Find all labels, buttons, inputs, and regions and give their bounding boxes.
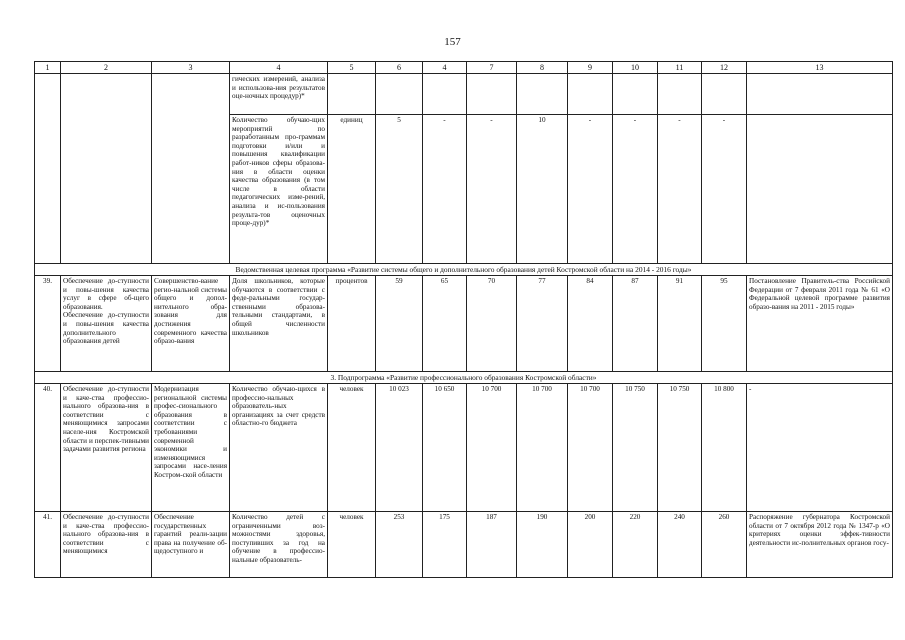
header-cell: 4	[230, 62, 328, 74]
header-cell: 13	[747, 62, 893, 74]
cell-value: 175	[423, 512, 467, 578]
header-cell: 8	[517, 62, 568, 74]
cell-value: -	[613, 115, 658, 264]
header-cell: 4	[423, 62, 467, 74]
cell-value: -	[702, 115, 747, 264]
indicators-table	[34, 61, 893, 578]
cell-value: -	[658, 115, 702, 264]
cell-value: 187	[467, 512, 517, 578]
page-number: 157	[444, 36, 461, 48]
section-heading-row	[35, 372, 893, 384]
cell-value: 10 750	[613, 384, 658, 512]
header-cell: 12	[702, 62, 747, 74]
cell-value: 190	[517, 512, 568, 578]
cell-unit: человек	[328, 384, 376, 512]
cell-indicator: Количество обучаю-щихся в профессио-нальных образователь-ных организациях за счет средств областно-го бюджета	[230, 384, 328, 512]
cell-basis	[747, 74, 893, 115]
cell-value: 70	[467, 276, 517, 372]
header-cell: 11	[658, 62, 702, 74]
cell-value: 10 700	[467, 384, 517, 512]
cell-value: 65	[423, 276, 467, 372]
cell-value: 10 023	[376, 384, 423, 512]
header-cell: 10	[613, 62, 658, 74]
cell-value: 253	[376, 512, 423, 578]
cell-indicator: гических измерений, анализа и использова-ния результатов оце-ночных процедур)*	[230, 74, 328, 115]
table-row	[35, 276, 893, 372]
header-cell: 9	[568, 62, 613, 74]
cell-basis: -	[747, 384, 893, 512]
cell-value: 59	[376, 276, 423, 372]
cell-indicator: Количество обучаю-щих мероприятий по разработанным про-граммам подготовки и/или и повышения квалификации работ-ников сферы образова-ния в области оценки качества образования (в том числе в области педагогических изме-рений, анализа и ис-пользования результа-тов оценочных проце-дур)*	[230, 115, 328, 264]
cell-value: 84	[568, 276, 613, 372]
header-cell: 5	[328, 62, 376, 74]
table-row	[35, 74, 893, 115]
header-cell: 6	[376, 62, 423, 74]
cell-value: 240	[658, 512, 702, 578]
cell-value: 77	[517, 276, 568, 372]
header-cell: 2	[61, 62, 152, 74]
cell-number: 39.	[35, 276, 61, 372]
cell-basis: Постановление Правитель-ства Российской Федерации от 7 февраля 2011 года № 61 «О Федеральной целевой программе развития образо-вания на 2011 - 2015 годы»	[747, 276, 893, 372]
cell-value: 200	[568, 512, 613, 578]
cell-value: 10 800	[702, 384, 747, 512]
cell-value: 87	[613, 276, 658, 372]
header-cell: 7	[467, 62, 517, 74]
cell-value: 10 700	[517, 384, 568, 512]
cell-number: 40.	[35, 384, 61, 512]
cell-task: Обеспечение государственных гарантий реали-зации права на получение об-щедоступного и	[152, 512, 230, 578]
cell-basis: Распоряжение губернатора Костромской области от 7 октября 2012 года № 1347-р «О критериях оценки эффек-тивности деятельности ис-полнительных органов госу-	[747, 512, 893, 578]
cell-task: Совершенство-вание регио-нальной системы общего и допол-нительного обра-зования для достижения современного качества образо-вания	[152, 276, 230, 372]
header-row	[35, 62, 893, 74]
cell-indicator: Доля школьников, которые обучаются в соответствии с феде-ральными государ-ственными образова-тельными стандартами, в общей численности школьников	[230, 276, 328, 372]
cell-task: Модернизация региональной системы профес-сионального образования в соответствии с требованиями современной экономики и изменяющимися запросами насе-ления Костром-ской области	[152, 384, 230, 512]
cell-goal	[61, 276, 152, 372]
cell-value: 260	[702, 512, 747, 578]
section-heading: 3. Подпрограмма «Развитие профессионального образования Костромской области»	[35, 372, 893, 384]
cell-basis	[747, 115, 893, 264]
cell-value: -	[467, 115, 517, 264]
cell-value: -	[568, 115, 613, 264]
table-row	[35, 512, 893, 578]
cell-value: 95	[702, 276, 747, 372]
cell-value: 220	[613, 512, 658, 578]
cell-number	[35, 74, 61, 264]
cell-value: 5	[376, 115, 423, 264]
header-cell: 3	[152, 62, 230, 74]
goal-text: Обеспечение до-ступности и повы-шения качества услуг в сфере об-щего образования.	[63, 277, 149, 311]
cell-unit: процентов	[328, 276, 376, 372]
goal-text: Обеспечение до-ступности и повы-шения качества дополнительного образования детей	[63, 311, 149, 346]
cell-goal	[61, 74, 152, 264]
cell-task	[152, 74, 230, 264]
cell-value: 10 700	[568, 384, 613, 512]
header-cell: 1	[35, 62, 61, 74]
cell-value: -	[423, 115, 467, 264]
cell-value: 91	[658, 276, 702, 372]
section-heading: Ведомственная целевая программа «Развитие системы общего и дополнительного образования детей Костромской области на 2014 - 2016 годы»	[35, 264, 893, 276]
cell-unit	[328, 74, 376, 115]
cell-goal: Обеспечение до-ступности и каче-ства профессио-нального образова-ния в соответствии с меняющимися	[61, 512, 152, 578]
cell-value: 10 650	[423, 384, 467, 512]
cell-number: 41.	[35, 512, 61, 578]
section-heading-row	[35, 264, 893, 276]
cell-goal: Обеспечение до-ступности и каче-ства профессио-нального образова-ния в соответствии с меняющимися запросами населе-ния Костромской области и перспек-тивными задачами развития региона	[61, 384, 152, 512]
cell-value: 10	[517, 115, 568, 264]
cell-unit: человек	[328, 512, 376, 578]
table-row	[35, 384, 893, 512]
cell-indicator: Количество детей с ограниченными воз-можностями здоровья, поступивших за год на обучение в профессио-нальные образователь-	[230, 512, 328, 578]
cell-value: 10 750	[658, 384, 702, 512]
cell-unit: единиц	[328, 115, 376, 264]
